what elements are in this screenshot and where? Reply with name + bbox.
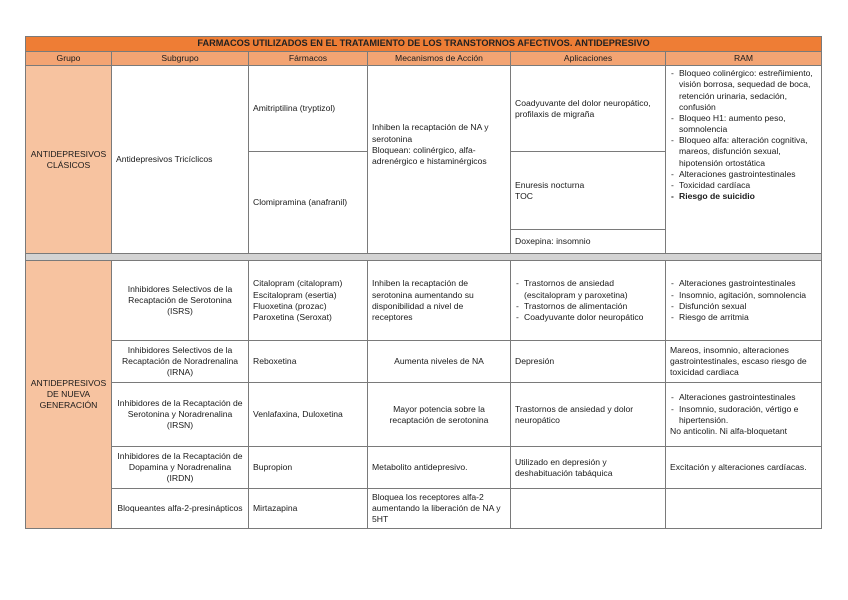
application-text: Enuresis nocturna	[515, 179, 585, 190]
table-row	[26, 383, 822, 447]
ram-item: - Bloqueo alfa: alteración cognitiva, mareos, disfunción sexual, hipotensión ortostática	[670, 135, 817, 169]
mechanism-text: Bloquean: colinérgico, alfa-adrenérgico e histaminérgicos	[372, 144, 487, 166]
header-ram: RAM	[666, 52, 822, 66]
drugs-alfa2: Mirtazapina	[249, 489, 368, 529]
drug-item: Citalopram (citalopram)	[253, 278, 343, 289]
section-separator	[26, 254, 822, 261]
application-cell: Coadyuvante del dolor neuropático, profilaxis de migraña	[511, 66, 666, 152]
applications-irna: Depresión	[511, 341, 666, 383]
application-item: - Trastornos de ansiedad (escitalopram y paroxetina)	[515, 278, 661, 300]
ram-item: - Toxicidad cardíaca	[670, 180, 817, 191]
ram-item: - Alteraciones gastrointestinales	[670, 392, 817, 403]
group-new-generation: ANTIDEPRESIVOS DE NUEVA GENERACIÓN	[26, 261, 112, 529]
application-cell: Doxepina: insomnio	[511, 230, 666, 254]
drugs-irsn: Venlafaxina, Duloxetina	[249, 383, 368, 447]
group-classic: ANTIDEPRESIVOS CLÁSICOS	[26, 66, 112, 254]
mechanism-tricyclic	[368, 66, 511, 254]
drugs-isrs	[249, 261, 368, 341]
applications-irdn: Utilizado en depresión y deshabituación tabáquica	[511, 447, 666, 489]
table-title: FARMACOS UTILIZADOS EN EL TRATAMIENTO DE LOS TRANSTORNOS AFECTIVOS. ANTIDEPRESIVO	[26, 37, 822, 52]
mechanism-isrs: Inhiben la recaptación de serotonina aumentando su disponibilidad a nivel de receptores	[368, 261, 511, 341]
drug-item: Fluoxetina (prozac)	[253, 300, 327, 311]
drugs-irna: Reboxetina	[249, 341, 368, 383]
subgroup-irsn: Inhibidores de la Recaptación de Serotonina y Noradrenalina (IRSN)	[112, 383, 249, 447]
table-title-row	[26, 37, 822, 52]
applications-alfa2	[511, 489, 666, 529]
subgroup-irdn: Inhibidores de la Recaptación de Dopamina y Noradrenalina (IRDN)	[112, 447, 249, 489]
header-farmacos: Fármacos	[249, 52, 368, 66]
mechanism-irsn: Mayor potencia sobre la recaptación de serotonina	[368, 383, 511, 447]
subgroup-tricyclic: Antidepresivos Tricíclicos	[112, 66, 249, 254]
drug-clomipramina: Clomipramina (anafranil)	[249, 152, 368, 254]
header-grupo: Grupo	[26, 52, 112, 66]
ram-classic	[666, 66, 822, 254]
ram-item: - Riesgo de arritmia	[670, 312, 817, 323]
application-text: TOC	[515, 190, 533, 201]
ram-irdn: Excitación y alteraciones cardíacas.	[666, 447, 822, 489]
table-row	[26, 489, 822, 529]
ram-item: - Alteraciones gastrointestinales	[670, 169, 817, 180]
table-row	[26, 341, 822, 383]
mechanism-irdn: Metabolito antidepresivo.	[368, 447, 511, 489]
mechanism-text: Inhiben la recaptación de NA y serotonina	[372, 122, 489, 144]
ram-item: - Riesgo de suicidio	[670, 191, 817, 202]
drug-item: Escitalopram (esertia)	[253, 289, 337, 300]
ram-item: - Bloqueo H1: aumento peso, somnolencia	[670, 113, 817, 135]
ram-item: - Insomnio, agitación, somnolencia	[670, 290, 817, 301]
applications-isrs	[511, 261, 666, 341]
ram-item: - Bloqueo colinérgico: estreñimiento, visión borrosa, sequedad de boca, retención urinaria, sedación, confusión	[670, 68, 817, 113]
antidepressant-table	[25, 36, 822, 529]
ram-item: - Disfunción sexual	[670, 301, 817, 312]
subgroup-irna: Inhibidores Selectivos de la Recaptación de Noradrenalina (IRNA)	[112, 341, 249, 383]
ram-note: No anticolin. Ni alfa-bloquetant	[670, 425, 788, 436]
ram-item: - Alteraciones gastrointestinales	[670, 278, 817, 289]
table-header-row	[26, 52, 822, 66]
ram-item: - Insomnio, sudoración, vértigo e hipertensión.	[670, 404, 817, 426]
table-row	[26, 447, 822, 489]
ram-alfa2	[666, 489, 822, 529]
header-aplicaciones: Aplicaciones	[511, 52, 666, 66]
ram-irsn	[666, 383, 822, 447]
application-item: - Trastornos de alimentación	[515, 301, 661, 312]
table-row	[26, 66, 822, 152]
drug-amitriptilina: Amitriptilina (tryptizol)	[249, 66, 368, 152]
mechanism-irna: Aumenta niveles de NA	[368, 341, 511, 383]
drug-item: Paroxetina (Seroxat)	[253, 311, 332, 322]
application-item: - Coadyuvante dolor neuropático	[515, 312, 661, 323]
ram-irna: Mareos, insomnio, alteraciones gastrointestinales, escaso riesgo de toxicidad cardiaca	[666, 341, 822, 383]
ram-isrs	[666, 261, 822, 341]
header-mecanismos: Mecanismos de Acción	[368, 52, 511, 66]
mechanism-alfa2: Bloquea los receptores alfa-2 aumentando la liberación de NA y 5HT	[368, 489, 511, 529]
table-row	[26, 261, 822, 341]
drugs-irdn: Bupropion	[249, 447, 368, 489]
application-cell	[511, 152, 666, 230]
header-subgrupo: Subgrupo	[112, 52, 249, 66]
subgroup-isrs: Inhibidores Selectivos de la Recaptación de Serotonina (ISRS)	[112, 261, 249, 341]
subgroup-alfa2: Bloqueantes alfa-2-presinápticos	[112, 489, 249, 529]
applications-irsn: Trastornos de ansiedad y dolor neuropático	[511, 383, 666, 447]
